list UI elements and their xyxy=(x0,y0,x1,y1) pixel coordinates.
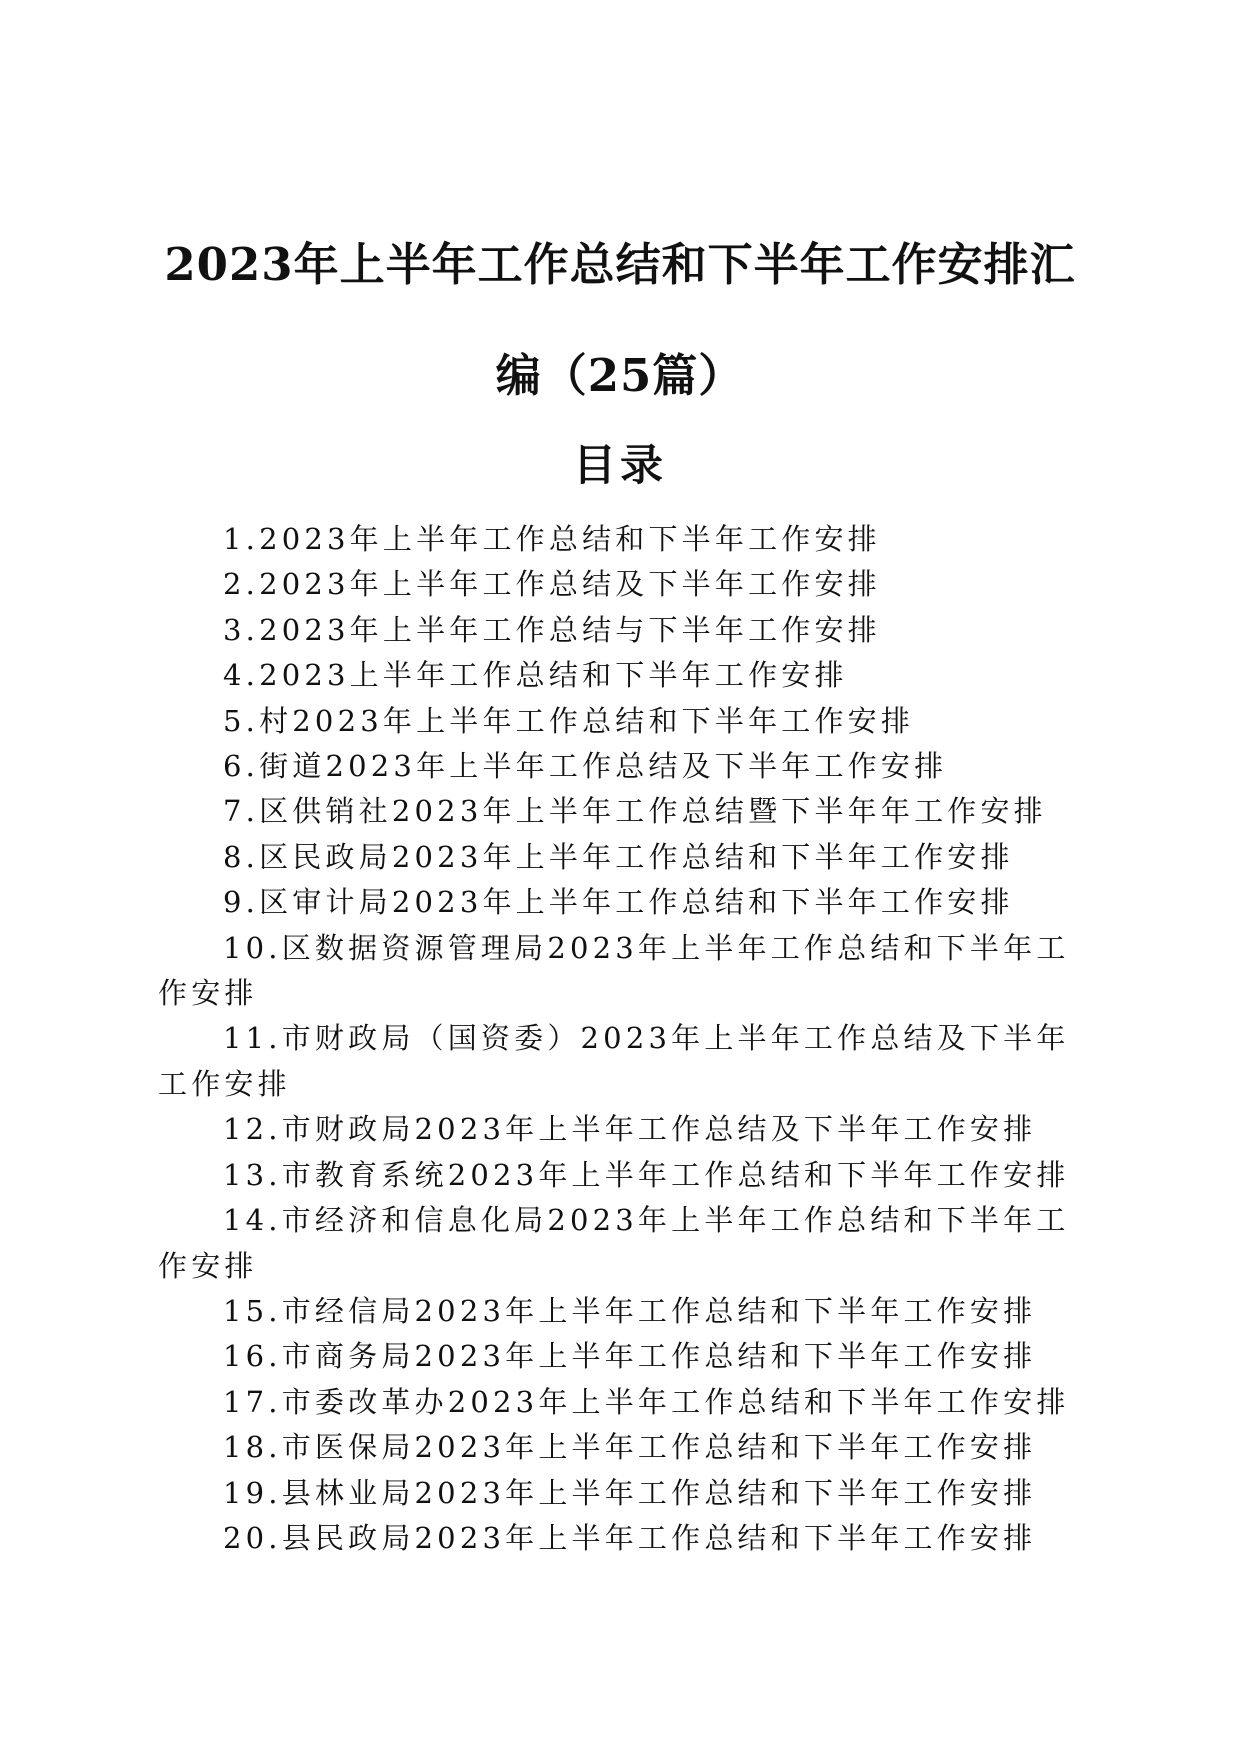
toc-item: 12.市财政局2023年上半年工作总结及下半年工作安排 xyxy=(223,1112,1037,1147)
toc-item: 19.县林业局2023年上半年工作总结和下半年工作安排 xyxy=(223,1475,1037,1510)
toc-item: 11.市财政局（国资委）2023年上半年工作总结及下半年工作安排 xyxy=(158,1021,1070,1101)
toc-item: 16.市商务局2023年上半年工作总结和下半年工作安排 xyxy=(223,1339,1037,1374)
toc-item: 10.区数据资源管理局2023年上半年工作总结和下半年工作安排 xyxy=(158,930,1070,1011)
toc-item: 15.市经信局2023年上半年工作总结和下半年工作安排 xyxy=(223,1293,1037,1328)
toc-item: 13.市教育系统2023年上半年工作总结和下半年工作安排 xyxy=(223,1157,1070,1192)
toc-item: 18.市医保局2023年上半年工作总结和下半年工作安排 xyxy=(223,1430,1037,1465)
toc-item: 17.市委改革办2023年上半年工作总结和下半年工作安排 xyxy=(223,1384,1070,1419)
toc-item: 14.市经济和信息化局2023年上半年工作总结和下半年工作安排 xyxy=(158,1203,1070,1283)
toc-item: 3.2023年上半年工作总结与下半年工作安排 xyxy=(223,612,881,647)
toc-heading: 目录 xyxy=(573,441,667,491)
toc-item: 9.区审计局2023年上半年工作总结和下半年工作安排 xyxy=(223,885,1014,920)
toc-item: 1.2023年上半年工作总结和下半年工作安排 xyxy=(223,522,881,556)
table-of-contents xyxy=(158,517,1078,1561)
toc-item: 4.2023上半年工作总结和下半年工作安排 xyxy=(223,658,848,693)
toc-item: 6.街道2023年上半年工作总结及下半年工作安排 xyxy=(223,749,948,784)
document-title-line-2: 编（25篇） xyxy=(495,349,745,402)
toc-item: 20.县民政局2023年上半年工作总结和下半年工作安排 xyxy=(223,1520,1037,1555)
toc-item: 8.区民政局2023年上半年工作总结和下半年工作安排 xyxy=(223,839,1014,874)
toc-item: 7.区供销社2023年上半年工作总结暨下半年年工作安排 xyxy=(223,794,1047,829)
document-title-line-1: 2023年上半年工作总结和下半年工作安排汇 xyxy=(164,238,1076,291)
toc-item: 2.2023年上半年工作总结及下半年工作安排 xyxy=(223,567,881,602)
toc-item: 5.村2023年上半年工作总结和下半年工作安排 xyxy=(223,703,915,738)
